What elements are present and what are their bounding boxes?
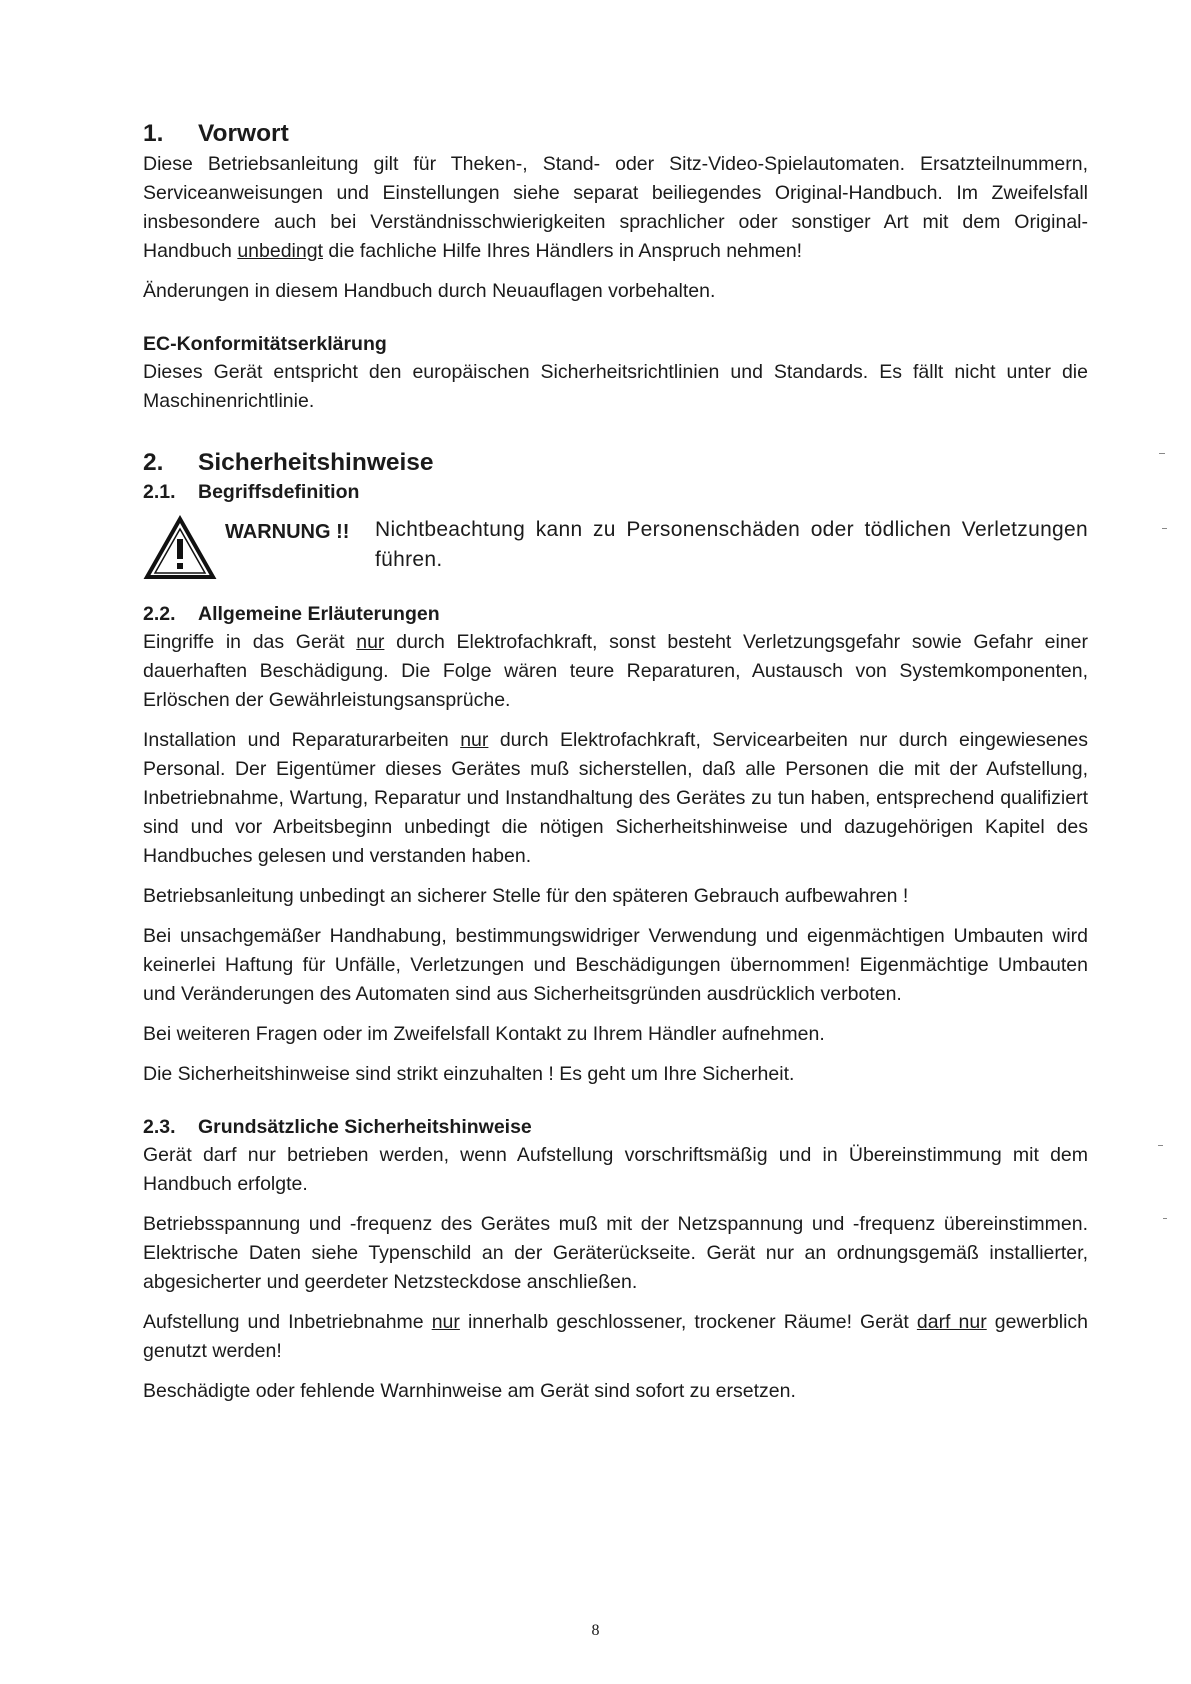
s22-paragraph-6: Die Sicherheitshinweise sind strikt einzuhalten ! Es geht um Ihre Sicherheit.: [143, 1063, 795, 1085]
section-2-number: 2.: [143, 449, 164, 476]
section-2-3-heading: 2.3. Grundsätzliche Sicherheitshinweise: [143, 1116, 532, 1138]
section-2-1-heading: 2.1. Begriffsdefinition: [143, 481, 360, 503]
s23-paragraph-3: Aufstellung und Inbetriebnahme nur innerhalb geschlossener, trockener Räume! Gerät darf nur gewerblich genutzt werden!: [143, 1311, 1088, 1362]
s23-paragraph-2: Betriebsspannung und -frequenz des Gerätes muß mit der Netzspannung und -frequenz übereinstimmen. Elektrische Daten siehe Typenschild an der Geräterückseite. Gerät nur an ordnungsgemäß installierter, abgesicherter und geerdeter Netzsteckdose anschließen.: [143, 1213, 1088, 1293]
section-2-heading: [143, 447, 1088, 479]
section-2-2-heading: 2.2. Allgemeine Erläuterungen: [143, 603, 440, 625]
page-content: [143, 118, 1088, 1417]
section-1-heading: [143, 118, 1088, 150]
s23-paragraph-4: Beschädigte oder fehlende Warnhinweise am Gerät sind sofort zu ersetzen.: [143, 1380, 796, 1402]
section-2-title: Sicherheitshinweise: [198, 449, 434, 476]
s22-paragraph-5: Bei weiteren Fragen oder im Zweifelsfall Kontakt zu Ihrem Händler aufnehmen.: [143, 1023, 825, 1045]
warning-block: [143, 515, 1088, 581]
ec-paragraph: Dieses Gerät entspricht den europäischen Sicherheitsrichtlinien und Standards. Es fällt nicht unter die Maschinenrichtlinie.: [143, 361, 1088, 412]
ec-heading: EC-Konformitätserklärung: [143, 333, 387, 355]
vorwort-paragraph-1: Diese Betriebsanleitung gilt für Theken-, Stand- oder Sitz-Video-Spielautomaten. Ersatzteilnummern, Serviceanweisungen und Einstellungen siehe separat beiliegendes Original-Handbuch. Im Zweifelsfall insbesondere auch bei Verständnisschwierigkeiten sprachlicher oder sonstiger Art mit dem Original-Handbuch unbedingt die fachliche Hilfe Ihres Händlers in Anspruch nehmen!: [143, 153, 1088, 262]
underlined-unbedingt: unbedingt: [237, 240, 323, 262]
section-1-title: Vorwort: [198, 120, 289, 147]
section-1-number: 1.: [143, 120, 164, 147]
s23-paragraph-1: Gerät darf nur betrieben werden, wenn Aufstellung vorschriftsmäßig und in Übereinstimmung mit dem Handbuch erfolgte.: [143, 1144, 1088, 1195]
s22-paragraph-3: Betriebsanleitung unbedingt an sicherer Stelle für den späteren Gebrauch aufbewahren !: [143, 885, 909, 907]
s22-paragraph-1: Eingriffe in das Gerät nur durch Elektrofachkraft, sonst besteht Verletzungsgefahr sowie Gefahr einer dauerhaften Beschädigung. Die Folge wären teure Reparaturen, Austausch von Systemkomponenten, Erlöschen der Gewährleistungsansprüche.: [143, 631, 1089, 711]
warning-label: WARNUNG !!: [225, 521, 350, 543]
warning-text: Nichtbeachtung kann zu Personenschäden oder tödlichen Verletzungen führen.: [375, 518, 1088, 571]
warning-triangle-icon: [143, 515, 223, 581]
page-number: 8: [591, 1622, 600, 1639]
s22-paragraph-4: Bei unsachgemäßer Handhabung, bestimmungswidriger Verwendung und eigenmächtigen Umbauten wird keinerlei Haftung für Unfälle, Verletzungen und Beschädigungen übernommen! Eigenmächtige Umbauten und Veränderungen des Automaten sind aus Sicherheitsgründen ausdrücklich verboten.: [143, 925, 1088, 1005]
vorwort-paragraph-2: Änderungen in diesem Handbuch durch Neuauflagen vorbehalten.: [143, 280, 716, 302]
s22-paragraph-2: Installation und Reparaturarbeiten nur durch Elektrofachkraft, Servicearbeiten nur durch eingewiesenes Personal. Der Eigentümer dieses Gerätes muß sicherstellen, daß alle Personen die mit der Aufstellung, Inbetriebnahme, Wartung, Reparatur und Instandhaltung des Gerätes zu tun haben, entsprechend qualifiziert sind und vor Arbeitsbeginn unbedingt die nötigen Sicherheitshinweise und dazugehörigen Kapitel des Handbuches gelesen und verstanden haben.: [143, 729, 1089, 867]
